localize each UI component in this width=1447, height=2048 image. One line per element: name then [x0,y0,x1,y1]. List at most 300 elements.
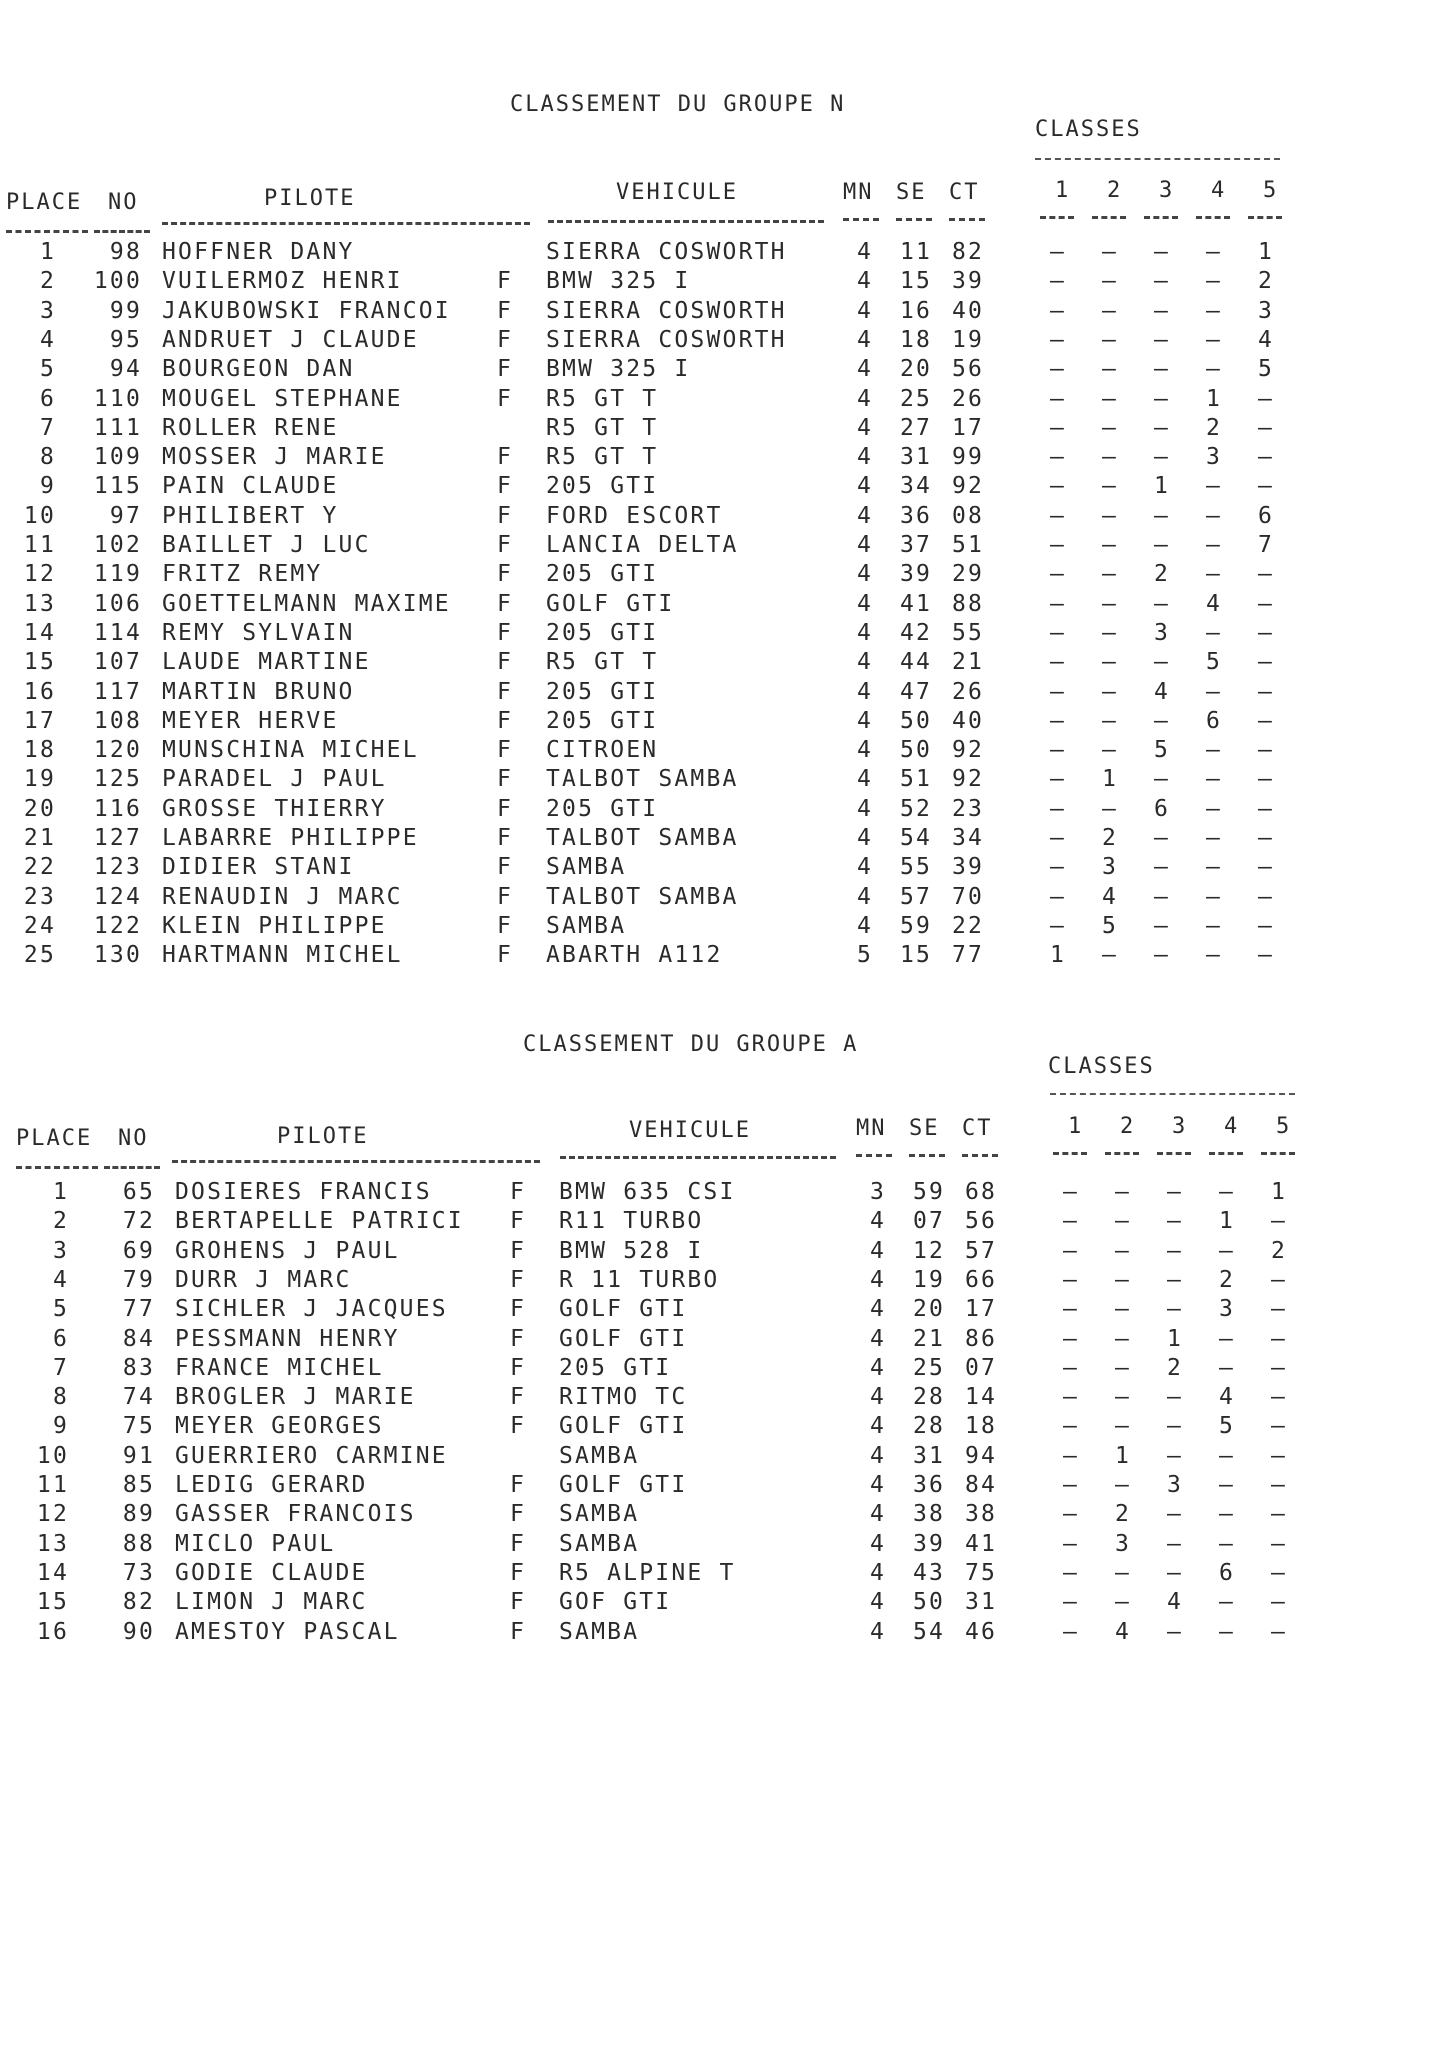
cell-class-5: — [1270,1501,1288,1528]
cell-sex: F [496,707,514,734]
cell-class-4: — [1205,825,1223,851]
cell-sex: F [509,1296,527,1323]
cell-pilote: MOUGEL STEPHANE [162,385,403,412]
cell-vehicule: GOLF GTI [559,1413,688,1440]
cell-place: 5 [52,1296,69,1323]
underline-no [104,1166,160,1169]
cell-ct: 26 [951,385,985,412]
cell-se: 59 [899,912,933,939]
cell-class-3: 4 [1153,678,1171,705]
cell-place: 7 [52,1354,69,1381]
cell-se: 25 [899,385,933,412]
header-class-2: 2 [1120,1114,1136,1139]
cell-class-1: — [1049,297,1067,324]
cell-vehicule: GOLF GTI [559,1472,688,1498]
cell-vehicule: 205 GTI [546,795,659,822]
cell-place: 15 [36,1589,69,1616]
cell-class-2: 3 [1101,854,1119,881]
cell-vehicule: FORD ESCORT [546,502,723,529]
cell-ct: 40 [951,297,985,324]
cell-vehicule: 205 GTI [546,707,659,734]
cell-pilote: DURR J MARC [175,1266,352,1293]
cell-sex: F [496,561,514,588]
cell-vehicule: GOF GTI [559,1589,672,1616]
cell-class-4: — [1205,883,1223,910]
cell-sex: F [496,326,514,353]
cell-se: 21 [912,1325,946,1352]
cell-se: 43 [912,1559,946,1586]
cell-ct: 29 [951,561,985,588]
cell-pilote: GROSSE THIERRY [162,795,387,822]
table-row [0,414,1447,443]
table-row [0,853,1447,882]
table-row [0,1500,1447,1529]
cell-class-2: — [1101,326,1119,353]
cell-class-2: — [1101,414,1119,441]
cell-vehicule: RITMO TC [559,1384,688,1411]
cell-sex: F [509,1589,527,1616]
cell-class-4: — [1205,473,1223,500]
cell-no: 102 [93,532,142,558]
cell-class-3: — [1153,912,1171,939]
cell-class-2: — [1101,678,1119,705]
cell-class-3: — [1166,1296,1184,1323]
cell-class-3: — [1166,1618,1184,1645]
underline-class-2 [1092,216,1126,219]
cell-pilote: ANDRUET J CLAUDE [162,326,419,353]
cell-vehicule: 205 GTI [546,473,659,500]
cell-ct: 19 [951,326,985,353]
cell-pilote: MEYER GEORGES [175,1413,384,1440]
cell-class-5: — [1257,619,1275,646]
cell-mn: 5 [856,942,874,969]
cell-no: 114 [93,619,142,646]
header-se: SE [896,180,927,205]
cell-class-5: 5 [1257,356,1275,383]
cell-place: 21 [23,825,56,851]
cell-class-3: — [1153,532,1171,558]
cell-class-3: — [1166,1413,1184,1440]
table-row [0,297,1447,326]
cell-pilote: LEDIG GERARD [175,1472,368,1498]
cell-class-1: — [1049,737,1067,764]
cell-sex: F [496,883,514,910]
cell-class-5: 1 [1270,1179,1288,1205]
cell-vehicule: R5 ALPINE T [559,1559,736,1586]
cell-pilote: GUERRIERO CARMINE [175,1442,448,1469]
cell-mn: 4 [856,825,874,851]
cell-class-2: — [1101,297,1119,324]
cell-pilote: BOURGEON DAN [162,356,355,383]
cell-se: 12 [912,1237,946,1264]
cell-class-3: 3 [1166,1472,1184,1498]
cell-sex: F [509,1354,527,1381]
table-row [0,443,1447,472]
cell-place: 23 [23,883,56,910]
cell-sex: F [496,737,514,764]
cell-class-2: — [1101,649,1119,676]
cell-place: 14 [36,1559,69,1586]
cell-pilote: PAIN CLAUDE [162,473,339,500]
cell-ct: 88 [951,590,985,617]
header-mn: MN [843,180,874,205]
cell-vehicule: TALBOT SAMBA [546,766,739,793]
table-row [0,502,1447,531]
cell-sex: F [509,1413,527,1440]
cell-vehicule: GOLF GTI [559,1296,688,1323]
cell-vehicule: BMW 325 I [546,356,691,383]
groupe-n-classes-rule [1035,158,1280,160]
table-row [0,707,1447,736]
cell-class-4: — [1218,1589,1236,1616]
cell-class-5: 2 [1270,1237,1288,1264]
header-no: NO [118,1126,149,1151]
cell-vehicule: TALBOT SAMBA [546,825,739,851]
cell-class-5: — [1257,912,1275,939]
cell-ct: 99 [951,444,985,471]
cell-se: 55 [899,854,933,881]
cell-class-5: — [1257,825,1275,851]
cell-vehicule: SIERRA COSWORTH [546,326,787,353]
cell-se: 57 [899,883,933,910]
cell-class-2: — [1101,942,1119,969]
cell-mn: 4 [856,590,874,617]
cell-pilote: BAILLET J LUC [162,532,371,558]
cell-no: 69 [122,1237,155,1264]
cell-sex: F [509,1618,527,1645]
cell-class-4: — [1205,854,1223,881]
cell-class-2: — [1101,532,1119,558]
cell-class-3: — [1153,326,1171,353]
cell-ct: 57 [964,1237,998,1264]
cell-class-4: — [1205,678,1223,705]
cell-pilote: PESSMANN HENRY [175,1325,400,1352]
cell-mn: 4 [856,326,874,353]
cell-class-2: — [1101,502,1119,529]
cell-no: 77 [122,1296,155,1323]
cell-se: 36 [912,1472,946,1498]
cell-sex: F [496,590,514,617]
cell-class-5: — [1257,561,1275,588]
underline-class-5 [1248,216,1282,219]
cell-vehicule: CITROEN [546,737,659,764]
cell-class-2: 4 [1114,1618,1132,1645]
cell-se: 39 [899,561,933,588]
cell-mn: 4 [869,1384,887,1411]
cell-pilote: AMESTOY PASCAL [175,1618,400,1645]
cell-ct: 41 [964,1530,998,1557]
cell-ct: 94 [964,1442,998,1469]
cell-vehicule: 205 GTI [546,678,659,705]
cell-class-1: — [1062,1237,1080,1264]
cell-class-1: — [1062,1589,1080,1616]
cell-mn: 4 [856,356,874,383]
cell-se: 20 [912,1296,946,1323]
underline-mn [843,218,879,221]
cell-ct: 26 [951,678,985,705]
header-no: NO [108,190,139,215]
cell-class-5: — [1270,1325,1288,1352]
cell-class-5: — [1270,1618,1288,1645]
table-row [0,648,1447,677]
cell-class-3: — [1166,1530,1184,1557]
cell-pilote: LAUDE MARTINE [162,649,371,676]
cell-no: 122 [93,912,142,939]
cell-ct: 66 [964,1266,998,1293]
cell-no: 108 [93,707,142,734]
cell-mn: 4 [869,1237,887,1264]
table-row [0,385,1447,414]
cell-class-3: — [1153,239,1171,265]
cell-mn: 4 [856,678,874,705]
cell-no: 127 [93,825,142,851]
cell-ct: 56 [964,1208,998,1235]
cell-class-4: 3 [1205,444,1223,471]
cell-mn: 4 [869,1266,887,1293]
cell-class-3: — [1153,356,1171,383]
cell-class-1: — [1049,649,1067,676]
cell-no: 89 [122,1501,155,1528]
cell-sex: F [496,532,514,558]
cell-class-4: — [1205,912,1223,939]
header-mn: MN [856,1116,887,1141]
cell-mn: 4 [856,444,874,471]
cell-no: 72 [122,1208,155,1235]
cell-sex: F [509,1208,527,1235]
cell-ct: 22 [951,912,985,939]
cell-class-4: — [1218,1530,1236,1557]
cell-place: 7 [39,414,56,441]
cell-place: 24 [23,912,56,939]
cell-sex: F [509,1472,527,1498]
cell-vehicule: LANCIA DELTA [546,532,739,558]
cell-mn: 4 [856,883,874,910]
header-class-4: 4 [1211,178,1227,203]
table-row [0,1559,1447,1588]
header-class-3: 3 [1172,1114,1188,1139]
cell-class-1: — [1049,502,1067,529]
cell-class-4: 6 [1205,707,1223,734]
cell-class-5: — [1257,883,1275,910]
cell-place: 1 [52,1179,69,1205]
cell-class-4: — [1205,356,1223,383]
cell-se: 37 [899,532,933,558]
cell-mn: 4 [856,854,874,881]
cell-class-1: — [1049,619,1067,646]
cell-class-2: — [1114,1589,1132,1616]
cell-class-4: 5 [1205,649,1223,676]
table-row [0,1325,1447,1354]
cell-se: 50 [899,707,933,734]
cell-class-1: — [1062,1413,1080,1440]
table-row [0,1295,1447,1324]
cell-pilote: FRITZ REMY [162,561,323,588]
cell-mn: 4 [856,737,874,764]
cell-class-3: — [1166,1237,1184,1264]
cell-class-3: — [1153,883,1171,910]
header-ct: CT [962,1116,993,1141]
cell-sex: F [496,444,514,471]
cell-place: 20 [23,795,56,822]
cell-no: 120 [93,737,142,764]
table-row [0,326,1447,355]
underline-class-1 [1040,216,1074,219]
cell-class-5: — [1270,1589,1288,1616]
cell-class-4: — [1205,239,1223,265]
cell-place: 17 [23,707,56,734]
cell-mn: 4 [856,268,874,295]
cell-pilote: BERTAPELLE PATRICI [175,1208,464,1235]
table-row [0,941,1447,970]
cell-vehicule: 205 GTI [546,619,659,646]
cell-place: 6 [39,385,56,412]
cell-ct: 82 [951,239,985,265]
cell-class-2: 5 [1101,912,1119,939]
cell-se: 15 [899,942,933,969]
table-row [0,1383,1447,1412]
table-row [0,824,1447,853]
header-class-4: 4 [1224,1114,1240,1139]
cell-no: 116 [93,795,142,822]
underline-no [94,230,150,233]
cell-sex: F [496,649,514,676]
cell-class-1: — [1062,1618,1080,1645]
cell-mn: 4 [869,1618,887,1645]
cell-class-1: — [1049,444,1067,471]
cell-class-4: 6 [1218,1559,1236,1586]
cell-class-4: — [1205,766,1223,793]
header-vehicule: VEHICULE [616,180,738,205]
cell-class-3: — [1166,1559,1184,1586]
table-row [0,1442,1447,1471]
underline-class-3 [1157,1152,1191,1155]
cell-class-3: — [1166,1179,1184,1205]
cell-vehicule: GOLF GTI [546,590,675,617]
cell-class-2: — [1101,385,1119,412]
cell-ct: 86 [964,1325,998,1352]
cell-place: 6 [52,1325,69,1352]
cell-class-4: — [1218,1354,1236,1381]
cell-pilote: KLEIN PHILIPPE [162,912,387,939]
cell-class-1: — [1049,766,1067,793]
cell-class-2: — [1101,268,1119,295]
cell-class-1: — [1062,1179,1080,1205]
cell-no: 115 [93,473,142,500]
cell-class-2: — [1101,356,1119,383]
cell-no: 95 [109,326,142,353]
cell-se: 54 [899,825,933,851]
table-row [0,1530,1447,1559]
cell-sex: F [496,356,514,383]
cell-mn: 4 [869,1354,887,1381]
header-class-2: 2 [1107,178,1123,203]
cell-no: 110 [93,385,142,412]
cell-sex: F [509,1384,527,1411]
table-row [0,1618,1447,1647]
cell-se: 28 [912,1413,946,1440]
cell-class-2: — [1114,1208,1132,1235]
cell-place: 10 [23,502,56,529]
cell-class-4: 1 [1205,385,1223,412]
cell-ct: 70 [951,883,985,910]
underline-ct [949,218,985,221]
cell-pilote: FRANCE MICHEL [175,1354,384,1381]
cell-place: 1 [39,239,56,265]
cell-class-4: 2 [1205,414,1223,441]
groupe-a-classes-rule [1050,1093,1295,1095]
cell-class-5: — [1257,678,1275,705]
cell-class-5: — [1270,1266,1288,1293]
cell-class-1: — [1049,385,1067,412]
cell-se: 59 [912,1179,946,1205]
cell-class-1: — [1049,590,1067,617]
cell-class-4: — [1205,795,1223,822]
cell-no: 74 [122,1384,155,1411]
cell-se: 15 [899,268,933,295]
cell-place: 2 [39,268,56,295]
cell-se: 31 [899,444,933,471]
cell-ct: 56 [951,356,985,383]
cell-pilote: GODIE CLAUDE [175,1559,368,1586]
table-row [0,1207,1447,1236]
cell-class-3: — [1153,649,1171,676]
cell-vehicule: SAMBA [559,1618,640,1645]
cell-class-3: 2 [1166,1354,1184,1381]
underline-vehicule [560,1156,836,1159]
cell-class-3: 6 [1153,795,1171,822]
cell-sex: F [496,268,514,295]
cell-class-4: 1 [1218,1208,1236,1235]
cell-place: 5 [39,356,56,383]
cell-place: 11 [36,1472,69,1498]
cell-se: 38 [912,1501,946,1528]
cell-ct: 17 [964,1296,998,1323]
cell-no: 90 [122,1618,155,1645]
cell-pilote: ROLLER RENE [162,414,339,441]
cell-class-5: — [1270,1442,1288,1469]
cell-class-1: — [1062,1208,1080,1235]
cell-class-1: — [1062,1384,1080,1411]
cell-no: 82 [122,1589,155,1616]
cell-place: 13 [36,1530,69,1557]
cell-class-4: — [1218,1325,1236,1352]
underline-class-3 [1144,216,1178,219]
cell-vehicule: BMW 635 CSI [559,1179,736,1205]
header-se: SE [909,1116,940,1141]
cell-class-1: — [1062,1559,1080,1586]
cell-ct: 39 [951,268,985,295]
cell-mn: 4 [856,561,874,588]
cell-sex: F [496,942,514,969]
cell-vehicule: R5 GT T [546,414,659,441]
cell-se: 34 [899,473,933,500]
cell-mn: 4 [856,619,874,646]
cell-sex: F [496,766,514,793]
table-row [0,678,1447,707]
cell-se: 16 [899,297,933,324]
cell-sex: F [509,1179,527,1205]
cell-class-3: — [1153,854,1171,881]
cell-place: 8 [39,444,56,471]
cell-mn: 4 [856,502,874,529]
cell-place: 2 [52,1208,69,1235]
cell-mn: 4 [856,239,874,265]
cell-no: 85 [122,1472,155,1498]
cell-class-2: — [1114,1237,1132,1264]
cell-pilote: PARADEL J PAUL [162,766,387,793]
cell-se: 50 [912,1589,946,1616]
groupe-n-classes-label: CLASSES [1035,117,1142,142]
